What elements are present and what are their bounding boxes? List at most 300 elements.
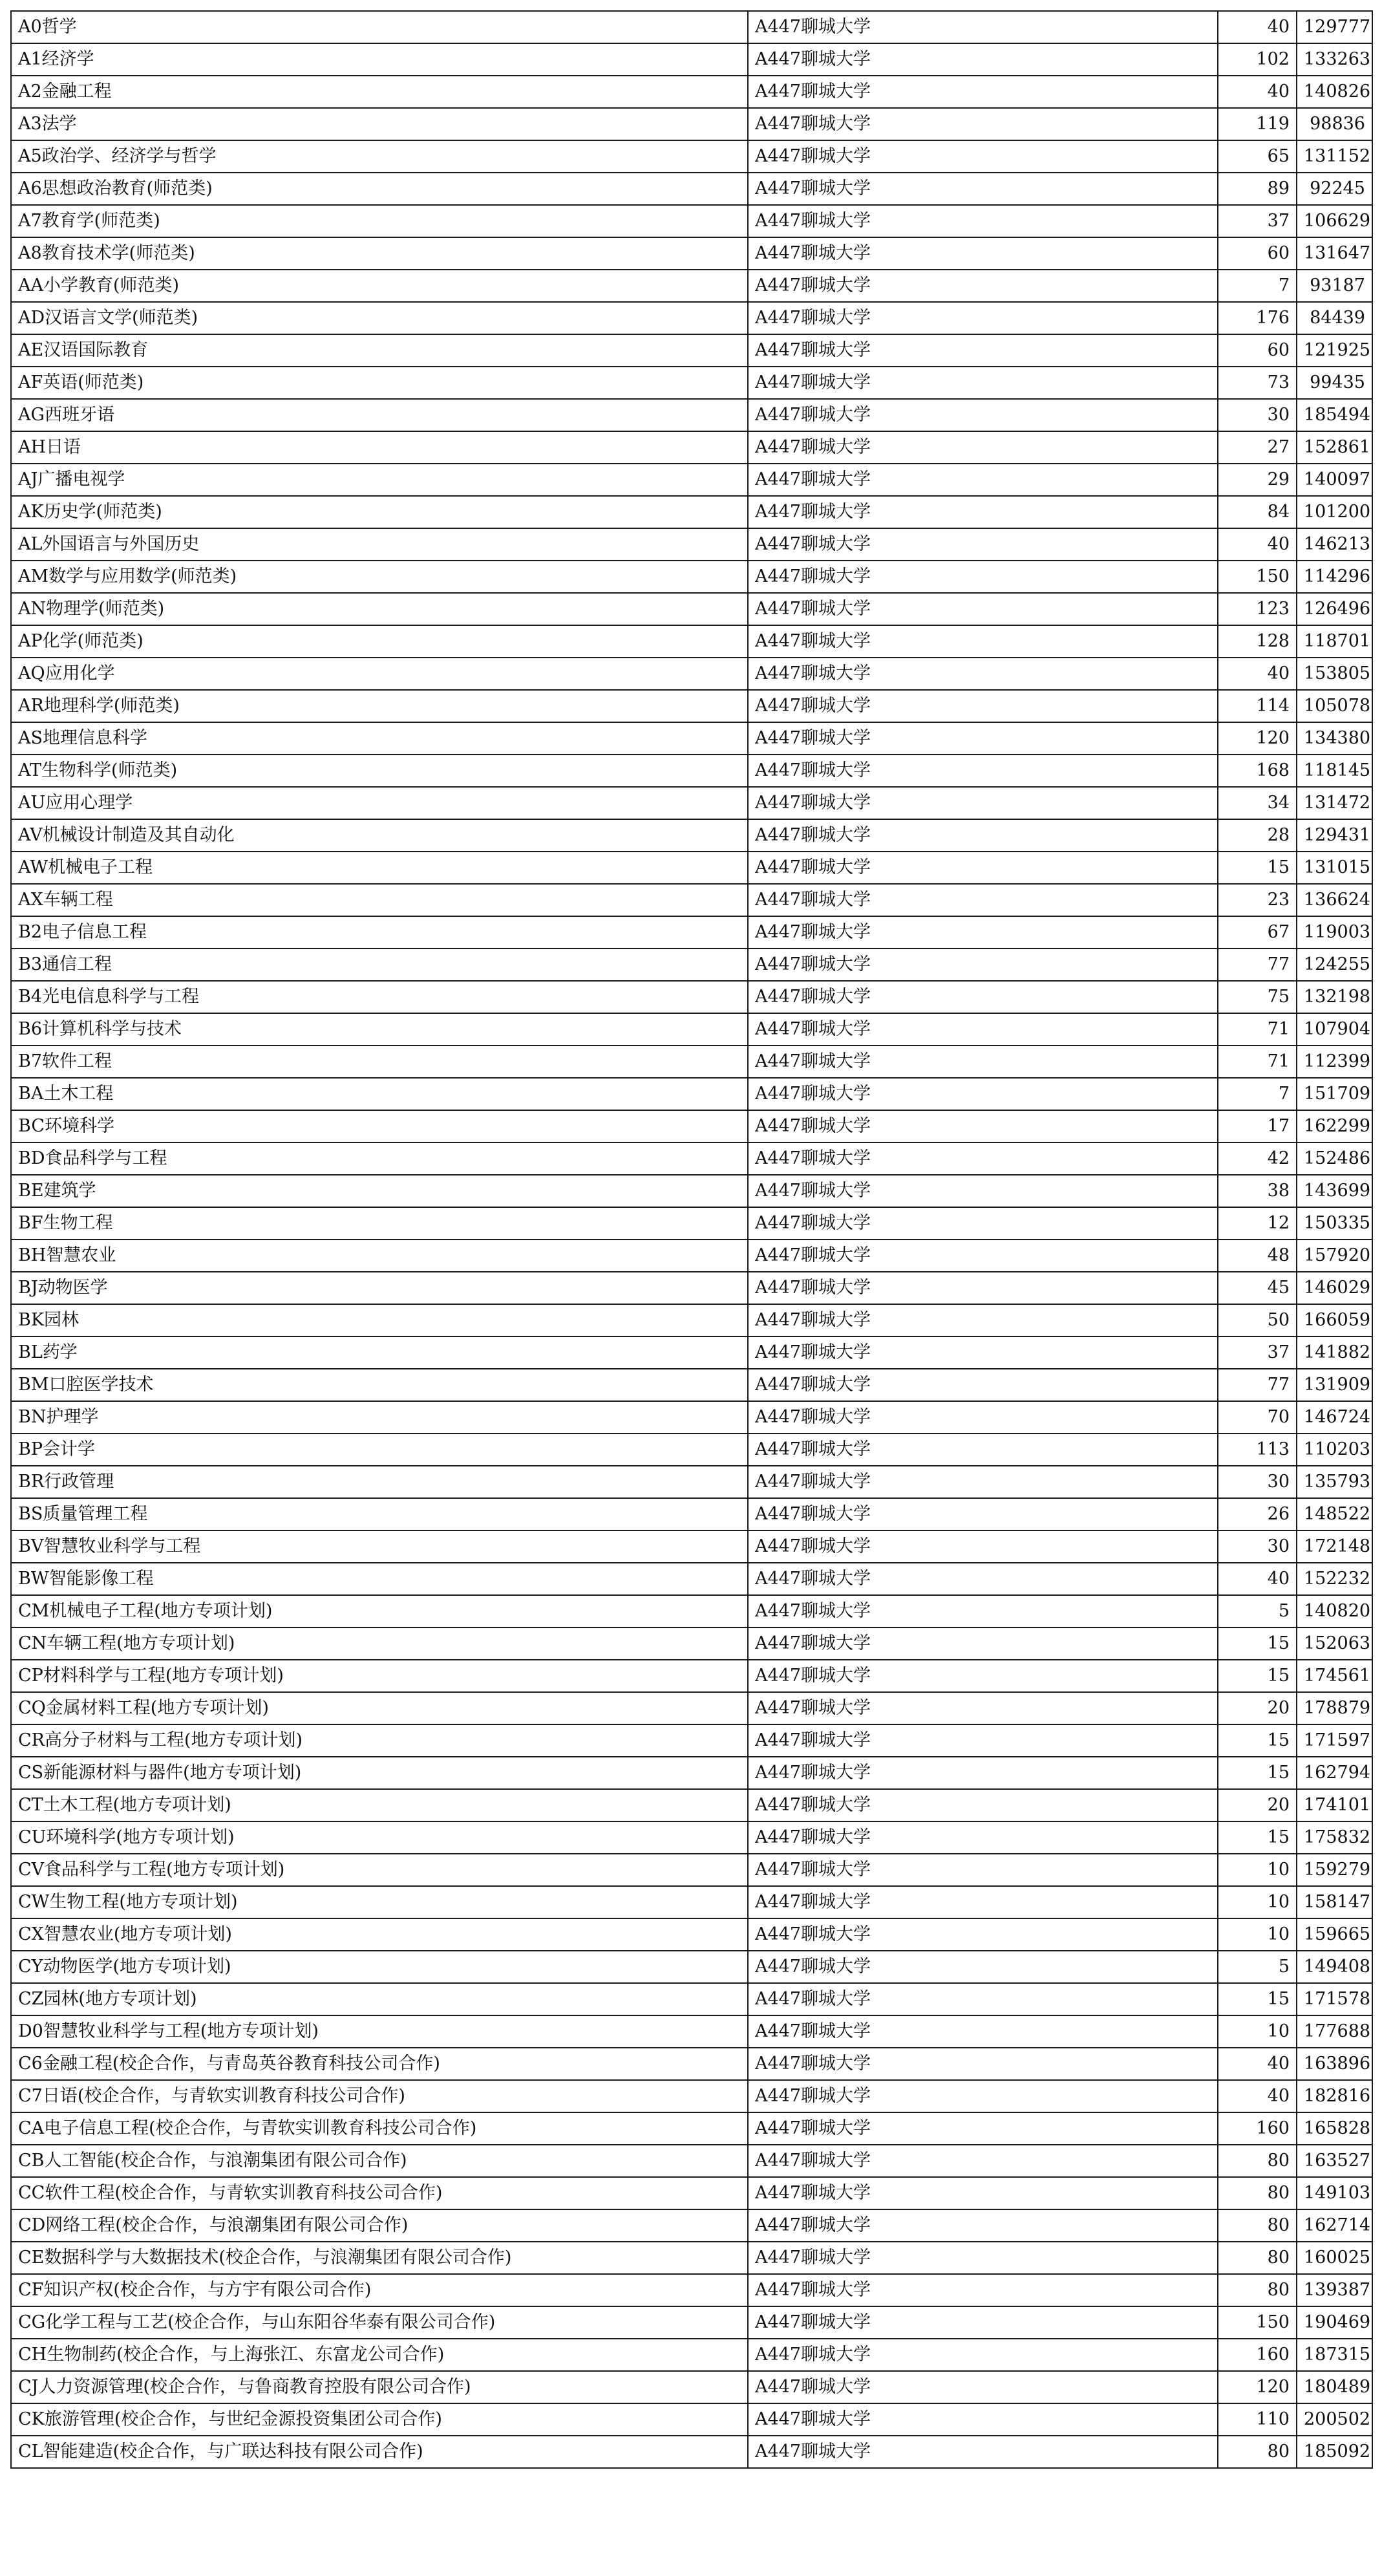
min-rank-cell: 92245 [1297,173,1372,205]
min-rank-cell: 178879 [1297,1692,1372,1724]
school-cell: A447聊城大学 [748,140,1218,173]
min-rank-cell: 152486 [1297,1143,1372,1175]
school-cell: A447聊城大学 [748,625,1218,658]
plan-count-cell: 12 [1218,1207,1297,1240]
plan-count-cell: 120 [1218,2371,1297,2403]
school-cell: A447聊城大学 [748,108,1218,140]
plan-count-cell: 26 [1218,1498,1297,1530]
table-row [11,1369,1372,1401]
table-row [11,399,1372,431]
table-row [11,237,1372,270]
table-row [11,1627,1372,1660]
min-rank-cell: 149103 [1297,2177,1372,2209]
table-row [11,1660,1372,1692]
min-rank-cell: 152063 [1297,1627,1372,1660]
plan-count-cell: 120 [1218,722,1297,755]
school-cell: A447聊城大学 [748,2436,1218,2468]
major-cell: B7软件工程 [11,1046,748,1078]
min-rank-cell: 132198 [1297,981,1372,1013]
min-rank-cell: 131909 [1297,1369,1372,1401]
plan-count-cell: 160 [1218,2112,1297,2145]
school-cell: A447聊城大学 [748,496,1218,528]
plan-count-cell: 176 [1218,302,1297,334]
major-cell: A8教育技术学(师范类) [11,237,748,270]
school-cell: A447聊城大学 [748,593,1218,625]
min-rank-cell: 149408 [1297,1951,1372,1983]
min-rank-cell: 166059 [1297,1304,1372,1336]
table-row [11,1240,1372,1272]
plan-count-cell: 73 [1218,367,1297,399]
major-cell: AD汉语言文学(师范类) [11,302,748,334]
table-row [11,1789,1372,1821]
major-cell: A0哲学 [11,11,748,43]
table-row [11,1466,1372,1498]
plan-count-cell: 119 [1218,108,1297,140]
plan-count-cell: 30 [1218,399,1297,431]
min-rank-cell: 118145 [1297,755,1372,787]
plan-count-cell: 40 [1218,528,1297,561]
major-cell: CS新能源材料与器件(地方专项计划) [11,1757,748,1789]
plan-count-cell: 10 [1218,2015,1297,2048]
min-rank-cell: 119003 [1297,916,1372,949]
table-row [11,1918,1372,1951]
plan-count-cell: 168 [1218,755,1297,787]
major-cell: B3通信工程 [11,949,748,981]
plan-count-cell: 20 [1218,1692,1297,1724]
school-cell: A447聊城大学 [748,528,1218,561]
plan-count-cell: 15 [1218,1724,1297,1757]
table-row [11,561,1372,593]
school-cell: A447聊城大学 [748,2145,1218,2177]
table-row [11,949,1372,981]
min-rank-cell: 153805 [1297,658,1372,690]
major-cell: CP材料科学与工程(地方专项计划) [11,1660,748,1692]
min-rank-cell: 163527 [1297,2145,1372,2177]
school-cell: A447聊城大学 [748,755,1218,787]
school-cell: A447聊城大学 [748,1563,1218,1595]
major-cell: AA小学教育(师范类) [11,270,748,302]
major-cell: AT生物科学(师范类) [11,755,748,787]
plan-count-cell: 80 [1218,2177,1297,2209]
min-rank-cell: 98836 [1297,108,1372,140]
school-cell: A447聊城大学 [748,1078,1218,1110]
min-rank-cell: 157920 [1297,1240,1372,1272]
school-cell: A447聊城大学 [748,237,1218,270]
major-cell: D0智慧牧业科学与工程(地方专项计划) [11,2015,748,2048]
min-rank-cell: 110203 [1297,1433,1372,1466]
major-cell: BF生物工程 [11,1207,748,1240]
major-cell: BJ动物医学 [11,1272,748,1304]
min-rank-cell: 84439 [1297,302,1372,334]
plan-count-cell: 34 [1218,787,1297,819]
min-rank-cell: 159279 [1297,1854,1372,1886]
major-cell: CV食品科学与工程(地方专项计划) [11,1854,748,1886]
table-row [11,108,1372,140]
min-rank-cell: 190469 [1297,2306,1372,2339]
school-cell: A447聊城大学 [748,2274,1218,2306]
min-rank-cell: 121925 [1297,334,1372,367]
table-row [11,1433,1372,1466]
plan-count-cell: 84 [1218,496,1297,528]
table-row [11,787,1372,819]
school-cell: A447聊城大学 [748,1918,1218,1951]
major-cell: BA土木工程 [11,1078,748,1110]
school-cell: A447聊城大学 [748,819,1218,852]
major-cell: A7教育学(师范类) [11,205,748,237]
major-cell: CG化学工程与工艺(校企合作，与山东阳谷华泰有限公司合作) [11,2306,748,2339]
school-cell: A447聊城大学 [748,1433,1218,1466]
major-cell: CA电子信息工程(校企合作，与青软实训教育科技公司合作) [11,2112,748,2145]
min-rank-cell: 140097 [1297,464,1372,496]
table-row [11,722,1372,755]
school-cell: A447聊城大学 [748,1143,1218,1175]
school-cell: A447聊城大学 [748,852,1218,884]
plan-count-cell: 15 [1218,1983,1297,2015]
min-rank-cell: 175832 [1297,1821,1372,1854]
plan-count-cell: 89 [1218,173,1297,205]
major-cell: CJ人力资源管理(校企合作，与鲁商教育控股有限公司合作) [11,2371,748,2403]
table-row [11,496,1372,528]
table-row [11,2145,1372,2177]
major-cell: A2金融工程 [11,76,748,108]
major-cell: B6计算机科学与技术 [11,1013,748,1046]
table-row [11,1304,1372,1336]
school-cell: A447聊城大学 [748,431,1218,464]
school-cell: A447聊城大学 [748,1175,1218,1207]
table-row [11,2209,1372,2242]
min-rank-cell: 171578 [1297,1983,1372,2015]
major-cell: CC软件工程(校企合作，与青软实训教育科技公司合作) [11,2177,748,2209]
major-cell: CX智慧农业(地方专项计划) [11,1918,748,1951]
major-cell: AV机械设计制造及其自动化 [11,819,748,852]
school-cell: A447聊城大学 [748,1757,1218,1789]
min-rank-cell: 143699 [1297,1175,1372,1207]
min-rank-cell: 200502 [1297,2403,1372,2436]
table-row [11,2274,1372,2306]
school-cell: A447聊城大学 [748,1854,1218,1886]
min-rank-cell: 99435 [1297,367,1372,399]
table-row [11,625,1372,658]
table-row [11,367,1372,399]
min-rank-cell: 126496 [1297,593,1372,625]
min-rank-cell: 135793 [1297,1466,1372,1498]
major-cell: CL智能建造(校企合作，与广联达科技有限公司合作) [11,2436,748,2468]
school-cell: A447聊城大学 [748,1369,1218,1401]
plan-count-cell: 123 [1218,593,1297,625]
school-cell: A447聊城大学 [748,658,1218,690]
major-cell: CW生物工程(地方专项计划) [11,1886,748,1918]
admission-table [10,10,1373,2469]
table-row [11,2242,1372,2274]
table-row [11,1886,1372,1918]
min-rank-cell: 136624 [1297,884,1372,916]
plan-count-cell: 60 [1218,334,1297,367]
plan-count-cell: 10 [1218,1854,1297,1886]
table-row [11,593,1372,625]
table-row [11,755,1372,787]
school-cell: A447聊城大学 [748,1660,1218,1692]
plan-count-cell: 20 [1218,1789,1297,1821]
table-row [11,1951,1372,1983]
table-row [11,205,1372,237]
plan-count-cell: 128 [1218,625,1297,658]
table-row [11,852,1372,884]
min-rank-cell: 146724 [1297,1401,1372,1433]
min-rank-cell: 172148 [1297,1530,1372,1563]
min-rank-cell: 107904 [1297,1013,1372,1046]
major-cell: CQ金属材料工程(地方专项计划) [11,1692,748,1724]
plan-count-cell: 45 [1218,1272,1297,1304]
major-cell: CU环境科学(地方专项计划) [11,1821,748,1854]
plan-count-cell: 150 [1218,2306,1297,2339]
plan-count-cell: 40 [1218,2048,1297,2080]
major-cell: BW智能影像工程 [11,1563,748,1595]
major-cell: BE建筑学 [11,1175,748,1207]
min-rank-cell: 180489 [1297,2371,1372,2403]
table-row [11,2436,1372,2468]
min-rank-cell: 131015 [1297,852,1372,884]
plan-count-cell: 75 [1218,981,1297,1013]
table-row [11,431,1372,464]
school-cell: A447聊城大学 [748,2048,1218,2080]
plan-count-cell: 160 [1218,2339,1297,2371]
plan-count-cell: 60 [1218,237,1297,270]
plan-count-cell: 102 [1218,43,1297,76]
table-row [11,76,1372,108]
min-rank-cell: 131152 [1297,140,1372,173]
major-cell: BM口腔医学技术 [11,1369,748,1401]
plan-count-cell: 15 [1218,1821,1297,1854]
plan-count-cell: 15 [1218,1660,1297,1692]
school-cell: A447聊城大学 [748,561,1218,593]
plan-count-cell: 77 [1218,949,1297,981]
major-cell: AF英语(师范类) [11,367,748,399]
plan-count-cell: 113 [1218,1433,1297,1466]
table-row [11,1110,1372,1143]
table-row [11,1757,1372,1789]
major-cell: BL药学 [11,1336,748,1369]
min-rank-cell: 162794 [1297,1757,1372,1789]
school-cell: A447聊城大学 [748,76,1218,108]
school-cell: A447聊城大学 [748,399,1218,431]
school-cell: A447聊城大学 [748,270,1218,302]
min-rank-cell: 148522 [1297,1498,1372,1530]
school-cell: A447聊城大学 [748,1595,1218,1627]
table-row [11,1983,1372,2015]
plan-count-cell: 15 [1218,1627,1297,1660]
major-cell: BV智慧牧业科学与工程 [11,1530,748,1563]
major-cell: A5政治学、经济学与哲学 [11,140,748,173]
table-row [11,464,1372,496]
min-rank-cell: 185494 [1297,399,1372,431]
school-cell: A447聊城大学 [748,1207,1218,1240]
school-cell: A447聊城大学 [748,2339,1218,2371]
table-row [11,302,1372,334]
school-cell: A447聊城大学 [748,2306,1218,2339]
school-cell: A447聊城大学 [748,2403,1218,2436]
min-rank-cell: 131472 [1297,787,1372,819]
table-row [11,140,1372,173]
school-cell: A447聊城大学 [748,205,1218,237]
table-row [11,690,1372,722]
min-rank-cell: 177688 [1297,2015,1372,2048]
school-cell: A447聊城大学 [748,367,1218,399]
major-cell: AK历史学(师范类) [11,496,748,528]
plan-count-cell: 40 [1218,2080,1297,2112]
major-cell: AG西班牙语 [11,399,748,431]
min-rank-cell: 129431 [1297,819,1372,852]
plan-count-cell: 17 [1218,1110,1297,1143]
table-row [11,2048,1372,2080]
major-cell: CE数据科学与大数据技术(校企合作，与浪潮集团有限公司合作) [11,2242,748,2274]
plan-count-cell: 37 [1218,1336,1297,1369]
table-row [11,1498,1372,1530]
major-cell: B4光电信息科学与工程 [11,981,748,1013]
major-cell: A6思想政治教育(师范类) [11,173,748,205]
min-rank-cell: 140820 [1297,1595,1372,1627]
min-rank-cell: 124255 [1297,949,1372,981]
plan-count-cell: 10 [1218,1886,1297,1918]
school-cell: A447聊城大学 [748,334,1218,367]
min-rank-cell: 139387 [1297,2274,1372,2306]
table-row [11,1401,1372,1433]
school-cell: A447聊城大学 [748,43,1218,76]
school-cell: A447聊城大学 [748,1240,1218,1272]
plan-count-cell: 5 [1218,1595,1297,1627]
school-cell: A447聊城大学 [748,1886,1218,1918]
min-rank-cell: 114296 [1297,561,1372,593]
major-cell: BD食品科学与工程 [11,1143,748,1175]
min-rank-cell: 118701 [1297,625,1372,658]
table-row [11,1143,1372,1175]
min-rank-cell: 150335 [1297,1207,1372,1240]
plan-count-cell: 40 [1218,76,1297,108]
table-row [11,173,1372,205]
table-row [11,916,1372,949]
min-rank-cell: 146213 [1297,528,1372,561]
plan-count-cell: 30 [1218,1466,1297,1498]
major-cell: CD网络工程(校企合作，与浪潮集团有限公司合作) [11,2209,748,2242]
major-cell: CF知识产权(校企合作，与方宇有限公司合作) [11,2274,748,2306]
table-row [11,1175,1372,1207]
min-rank-cell: 182816 [1297,2080,1372,2112]
plan-count-cell: 15 [1218,1757,1297,1789]
table-row [11,981,1372,1013]
school-cell: A447聊城大学 [748,1466,1218,1498]
major-cell: A3法学 [11,108,748,140]
plan-count-cell: 77 [1218,1369,1297,1401]
major-cell: CM机械电子工程(地方专项计划) [11,1595,748,1627]
min-rank-cell: 162714 [1297,2209,1372,2242]
table-row [11,1563,1372,1595]
school-cell: A447聊城大学 [748,787,1218,819]
major-cell: AN物理学(师范类) [11,593,748,625]
school-cell: A447聊城大学 [748,2015,1218,2048]
plan-count-cell: 30 [1218,1530,1297,1563]
plan-count-cell: 80 [1218,2145,1297,2177]
plan-count-cell: 71 [1218,1046,1297,1078]
plan-count-cell: 15 [1218,852,1297,884]
plan-count-cell: 29 [1218,464,1297,496]
plan-count-cell: 80 [1218,2274,1297,2306]
table-row [11,1595,1372,1627]
min-rank-cell: 134380 [1297,722,1372,755]
major-cell: BS质量管理工程 [11,1498,748,1530]
min-rank-cell: 174561 [1297,1660,1372,1692]
major-cell: AJ广播电视学 [11,464,748,496]
min-rank-cell: 141882 [1297,1336,1372,1369]
plan-count-cell: 48 [1218,1240,1297,1272]
table-row [11,270,1372,302]
major-cell: BN护理学 [11,1401,748,1433]
school-cell: A447聊城大学 [748,690,1218,722]
table-row [11,2371,1372,2403]
major-cell: AM数学与应用数学(师范类) [11,561,748,593]
min-rank-cell: 105078 [1297,690,1372,722]
major-cell: CH生物制药(校企合作，与上海张江、东富龙公司合作) [11,2339,748,2371]
table-row [11,2177,1372,2209]
major-cell: AP化学(师范类) [11,625,748,658]
school-cell: A447聊城大学 [748,302,1218,334]
min-rank-cell: 140826 [1297,76,1372,108]
plan-count-cell: 23 [1218,884,1297,916]
major-cell: C6金融工程(校企合作，与青岛英谷教育科技公司合作) [11,2048,748,2080]
major-cell: BC环境科学 [11,1110,748,1143]
table-row [11,1272,1372,1304]
major-cell: B2电子信息工程 [11,916,748,949]
min-rank-cell: 129777 [1297,11,1372,43]
min-rank-cell: 133263 [1297,43,1372,76]
min-rank-cell: 101200 [1297,496,1372,528]
min-rank-cell: 159665 [1297,1918,1372,1951]
admission-table-body [11,11,1372,2468]
plan-count-cell: 7 [1218,270,1297,302]
table-row [11,1854,1372,1886]
plan-count-cell: 114 [1218,690,1297,722]
major-cell: A1经济学 [11,43,748,76]
major-cell: BP会计学 [11,1433,748,1466]
school-cell: A447聊城大学 [748,464,1218,496]
school-cell: A447聊城大学 [748,1110,1218,1143]
min-rank-cell: 165828 [1297,2112,1372,2145]
major-cell: CN车辆工程(地方专项计划) [11,1627,748,1660]
school-cell: A447聊城大学 [748,2209,1218,2242]
min-rank-cell: 158147 [1297,1886,1372,1918]
min-rank-cell: 185092 [1297,2436,1372,2468]
school-cell: A447聊城大学 [748,2080,1218,2112]
school-cell: A447聊城大学 [748,11,1218,43]
school-cell: A447聊城大学 [748,1498,1218,1530]
min-rank-cell: 152232 [1297,1563,1372,1595]
school-cell: A447聊城大学 [748,1983,1218,2015]
table-row [11,334,1372,367]
major-cell: AH日语 [11,431,748,464]
table-row [11,1530,1372,1563]
school-cell: A447聊城大学 [748,1789,1218,1821]
min-rank-cell: 187315 [1297,2339,1372,2371]
table-row [11,2015,1372,2048]
table-row [11,2112,1372,2145]
school-cell: A447聊城大学 [748,1304,1218,1336]
plan-count-cell: 42 [1218,1143,1297,1175]
min-rank-cell: 152861 [1297,431,1372,464]
plan-count-cell: 37 [1218,205,1297,237]
major-cell: AW机械电子工程 [11,852,748,884]
major-cell: BR行政管理 [11,1466,748,1498]
table-row [11,1207,1372,1240]
major-cell: AQ应用化学 [11,658,748,690]
min-rank-cell: 160025 [1297,2242,1372,2274]
